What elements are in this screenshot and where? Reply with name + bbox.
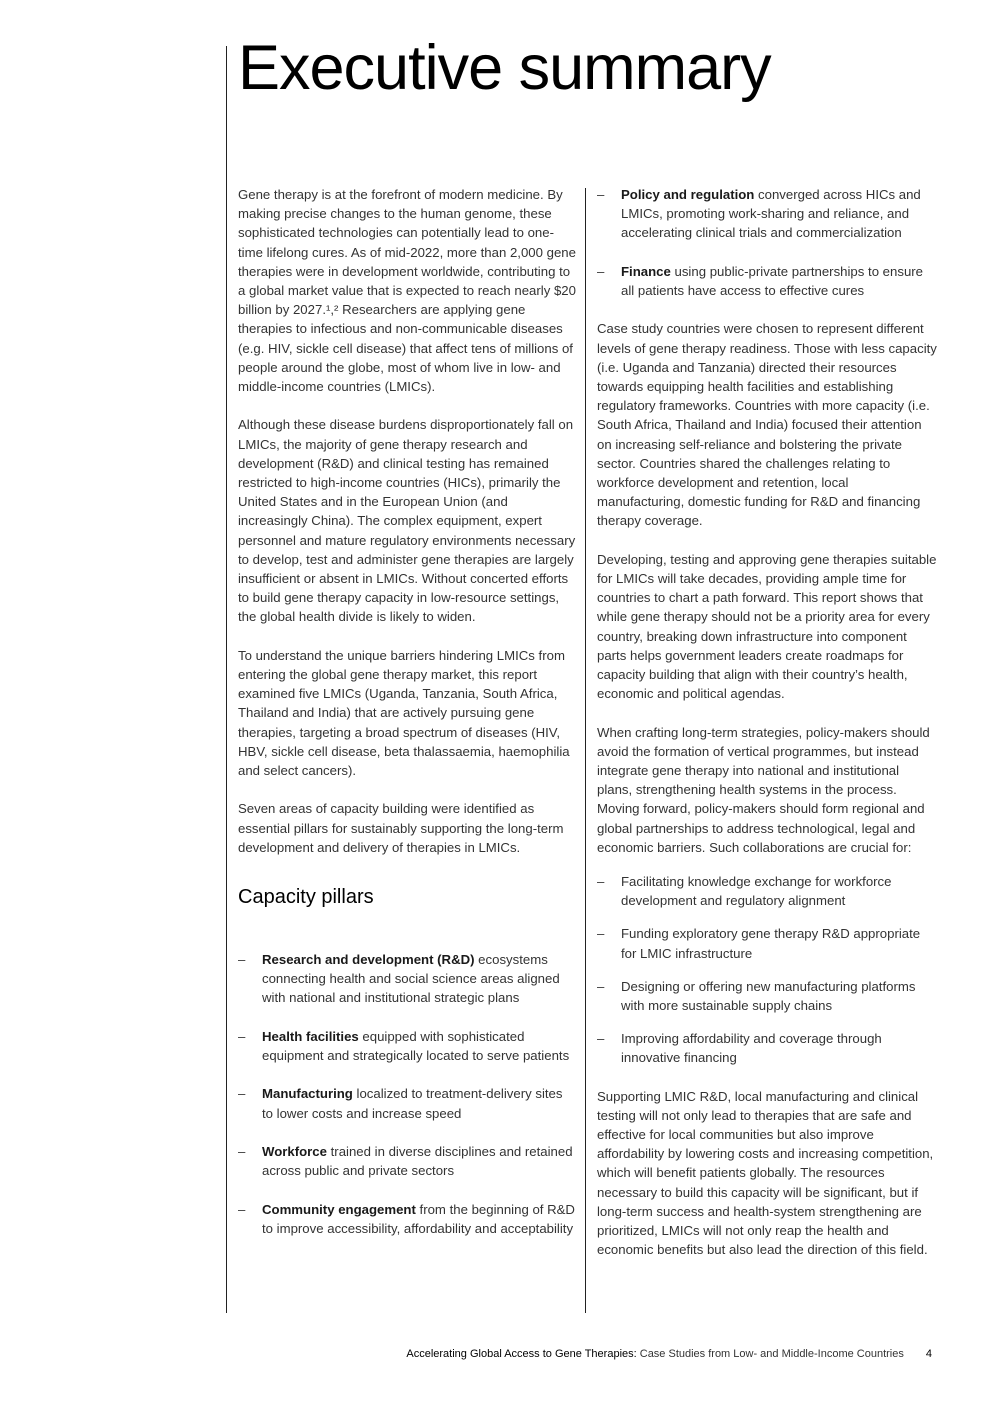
- page-number: 4: [925, 1348, 932, 1360]
- left-column: [238, 185, 576, 1238]
- list-item: – Community engagement from the beginning of R&D to improve accessibility, affordability and acceptability: [238, 1200, 576, 1238]
- strategy-paragraph: When crafting long-term strategies, policy-makers should avoid the formation of vertical programmes, but instead integrate gene therapy into national and institutional plans, strengthening health systems in the process. Moving forward, policy-makers should form regional and global partnerships to address technological, legal and economic barriers. Such collaborations are crucial for:: [597, 724, 930, 855]
- list-item: – Improving affordability and coverage through innovative financing: [597, 1029, 937, 1067]
- list-item: – Manufacturing localized to treatment-delivery sites to lower costs and increase speed: [238, 1084, 576, 1122]
- roadmap-paragraph: Developing, testing and approving gene therapies suitable for LMICs will take decades, providing ample time for countries to chart a path forward. This report shows that while gene therapy should not be a priority area for every country, breaking down infrastructure into component parts helps government leaders create roadmaps for capacity building that align with their country’s health, economic and political agendas.: [597, 551, 937, 702]
- footer-report-subtitle: Case Studies from Low- and Middle-Income Countries: [636, 1348, 904, 1360]
- list-item: – Policy and regulation converged across HICs and LMICs, promoting work-sharing and reliance, and accelerating clinical trials and commercialization: [597, 185, 937, 243]
- list-item: – Workforce trained in diverse disciplines and retained across public and private sectors: [238, 1142, 576, 1180]
- collaborations-list: [597, 872, 937, 1068]
- page-footer: [406, 1346, 932, 1362]
- list-item: – Facilitating knowledge exchange for workforce development and regulatory alignment: [597, 872, 937, 910]
- pillars-list: [238, 950, 576, 1238]
- footer-report-title: Accelerating Global Access to Gene Therapies:: [406, 1348, 637, 1360]
- page-title: Executive summary: [238, 33, 771, 103]
- right-column: [597, 185, 937, 1260]
- disease-burden-paragraph: Although these disease burdens disproportionately fall on LMICs, the majority of gene therapy research and development (R&D) and clinical testing has remained restricted to high-income countries (HICs), primarily the United States and in the European Union (and increasingly China). The complex equipment, expert personnel and mature regulatory environments necessary to develop, test and administer gene therapies are largely insufficient or absent in LMICs. Without concerted efforts to build gene therapy capacity in low-resource settings, the global health divide is likely to widen.: [238, 417, 576, 625]
- closing-paragraph: Supporting LMIC R&D, local manufacturing and clinical testing will not only lead to therapies that are safe and effective for local communities but also improve affordability by lowering costs and increasing competition, which will benefit patients globally. The resources necessary to build this capacity will be significant, but if long-term success and health-system strengthening are prioritized, LMICs will not only reap the health and economic benefits but also lead the direction of this field.: [597, 1088, 934, 1258]
- list-item: – Health facilities equipped with sophisticated equipment and strategically located to serve patients: [238, 1027, 576, 1065]
- pillars-list-continued: [597, 185, 937, 300]
- list-item: – Research and development (R&D) ecosystems connecting health and social science areas aligned with national and institutional strategic plans: [238, 950, 576, 1008]
- column-divider: [585, 188, 586, 1313]
- pillars-heading: Capacity pillars: [238, 886, 374, 909]
- intro-paragraph: Gene therapy is at the forefront of modern medicine. By making precise changes to the human genome, these sophisticated technologies can potentially lead to one-time lifelong cures. As of mid-2022, more than 2,000 gene therapies were in development worldwide, contributing to a global market value that is expected to reach nearly $20 billion by 2027.¹,² Researchers are applying gene therapies to infectious and non-communicable diseases (e.g. HIV, sickle cell disease) that affect tens of millions of people around the globe, most of whom live in low- and middle-income countries (LMICs).: [238, 187, 576, 395]
- list-item: – Designing or offering new manufacturing platforms with more sustainable supply chains: [597, 977, 937, 1015]
- list-item: – Finance using public-private partnerships to ensure all patients have access to effective cures: [597, 262, 937, 300]
- list-item: – Funding exploratory gene therapy R&D appropriate for LMIC infrastructure: [597, 924, 937, 962]
- case-study-paragraph: Case study countries were chosen to represent different levels of gene therapy readiness. Those with less capacity (i.e. Uganda and Tanzania) directed their resources towards equipping health facilities and establishing regulatory frameworks. Countries with more capacity (i.e. South Africa, Thailand and India) focused their attention on increasing self-reliance and bolstering the private sector. Countries shared the challenges relating to workforce development and retention, local manufacturing, domestic funding for R&D and financing therapy coverage.: [597, 321, 937, 529]
- barriers-paragraph: To understand the unique barriers hindering LMICs from entering the global gene therapy market, this report examined five LMICs (Uganda, Tanzania, South Africa, Thailand and India) that are actively pursuing gene therapies, targeting a broad spectrum of diseases (HIV, HBV, sickle cell disease, beta thalassaemia, haemophilia and select cancers).: [238, 647, 570, 779]
- left-rule: [226, 46, 227, 1313]
- pillars-intro-paragraph: Seven areas of capacity building were identified as essential pillars for sustainably supporting the long-term development and delivery of therapies in LMICs.: [238, 801, 564, 855]
